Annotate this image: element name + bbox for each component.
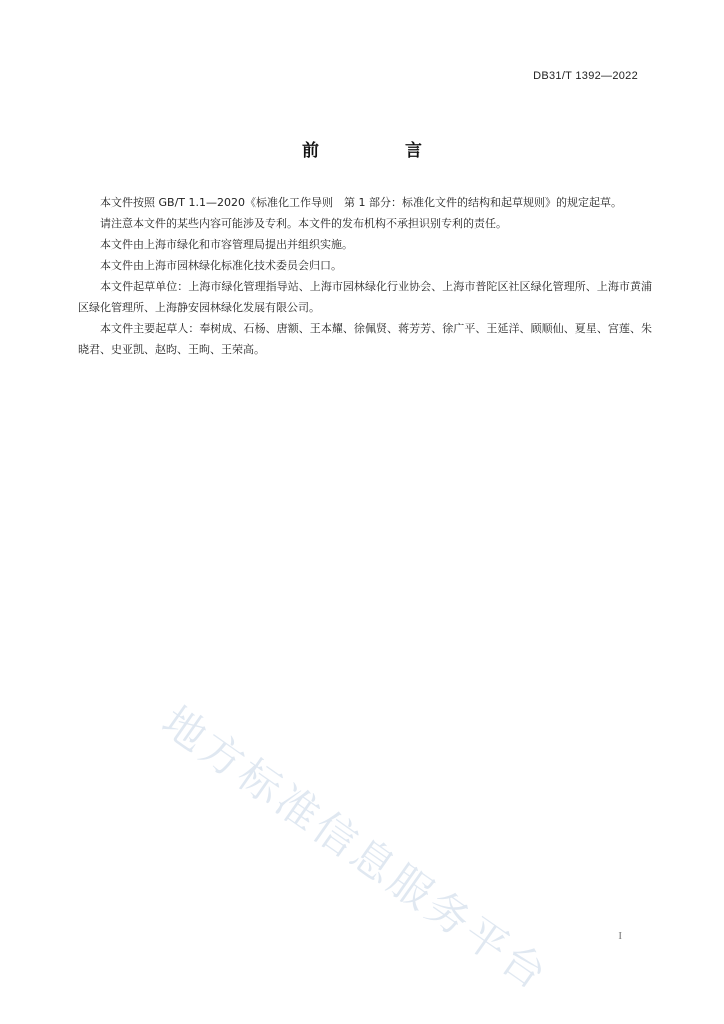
paragraph-proposer: 本文件由上海市绿化和市容管理局提出并组织实施。 bbox=[100, 238, 353, 251]
paragraph-drafting-rules: 本文件按照 GB/T 1.1—2020《标准化工作导则 第 1 部分：标准化文件的结构和起草规则》的规定起草。 bbox=[100, 196, 622, 209]
paragraph-drafters: 本文件主要起草人：奉树成、石杨、唐额、王本耀、徐佩贤、蒋芳芳、徐广平、王延洋、顾顺仙、夏星、宫莲、朱晓君、史亚凯、赵昀、王昫、王荣高。 bbox=[78, 322, 652, 356]
section-title: 前 言 bbox=[302, 141, 462, 161]
page-number: I bbox=[618, 930, 622, 942]
paragraph-patent-notice: 请注意本文件的某些内容可能涉及专利。本文件的发布机构不承担识别专利的责任。 bbox=[100, 217, 507, 230]
paragraph-drafting-units: 本文件起草单位：上海市绿化管理指导站、上海市园林绿化行业协会、上海市普陀区社区绿化管理所、上海市黄浦区绿化管理所、上海静安园林绿化发展有限公司。 bbox=[78, 280, 652, 314]
paragraph-administrator: 本文件由上海市园林绿化标准化技术委员会归口。 bbox=[100, 259, 342, 272]
document-code: DB31/T 1392—2022 bbox=[533, 70, 638, 82]
watermark: 地方标准信息服务平台 bbox=[153, 696, 559, 1001]
foreword-body bbox=[78, 192, 652, 360]
